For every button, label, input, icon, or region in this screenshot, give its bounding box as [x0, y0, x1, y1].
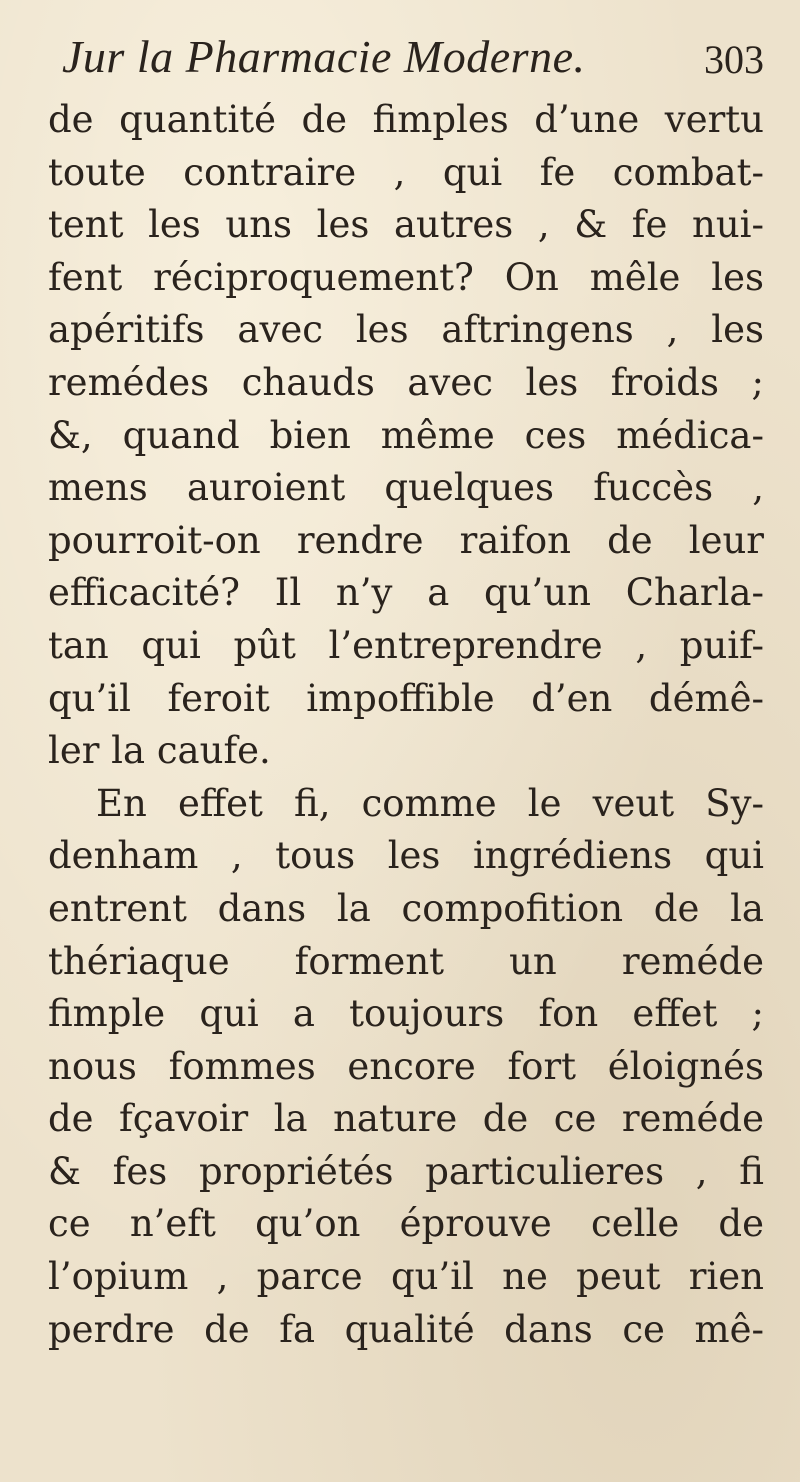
text-line: de quantité de fimples d’une vertu [48, 98, 764, 141]
running-head: Jur la Pharmacie Moderne. [62, 31, 586, 82]
text-line: remédes chauds avec les froids ; [48, 360, 764, 404]
text-line: tent les uns les autres , & fe nui- [48, 203, 764, 247]
text-line: & fes propriétés particulieres , fi [48, 1149, 764, 1193]
text-line: mens auroient quelques fuccès , [48, 466, 764, 510]
text-line: &, quand bien même ces médica- [48, 413, 764, 457]
text-line: toute contraire , qui fe combat- [48, 150, 764, 194]
text-line: En effet fi, comme le veut Sy- [96, 781, 764, 825]
text-line: nous fommes encore fort éloignés [48, 1044, 764, 1088]
text-line: l’opium , parce qu’il ne peut rien [48, 1255, 764, 1299]
body-text [48, 94, 764, 1356]
text-line: pourroit-on rendre raifon de leur [48, 518, 764, 562]
text-line: thériaque forment un reméde [48, 939, 764, 983]
paragraph-1 [48, 94, 764, 778]
text-line: tan qui pût l’entreprendre , puif- [48, 623, 764, 667]
text-line: entrent dans la compofition de la [48, 886, 764, 930]
paragraph-2 [48, 778, 764, 1357]
text-line: ler la caufe. [48, 729, 271, 773]
text-line: perdre de fa qualité dans ce mê- [48, 1307, 764, 1351]
text-line: fent réciproquement? On mêle les [48, 255, 764, 299]
text-line: ce n’eft qu’on éprouve celle de [48, 1202, 764, 1246]
text-line: efficacité? Il n’y a qu’un Charla- [48, 571, 764, 615]
text-line: qu’il feroit impoffible d’en démê- [48, 676, 764, 720]
text-line: denham , tous les ingrédiens qui [48, 834, 764, 878]
page-header [42, 30, 782, 94]
text-line: fimple qui a toujours fon effet ; [48, 992, 764, 1036]
text-line: de fçavoir la nature de ce reméde [48, 1097, 764, 1141]
text-line: apéritifs avec les aftringens , les [48, 308, 764, 352]
page-number: 303 [704, 37, 764, 82]
